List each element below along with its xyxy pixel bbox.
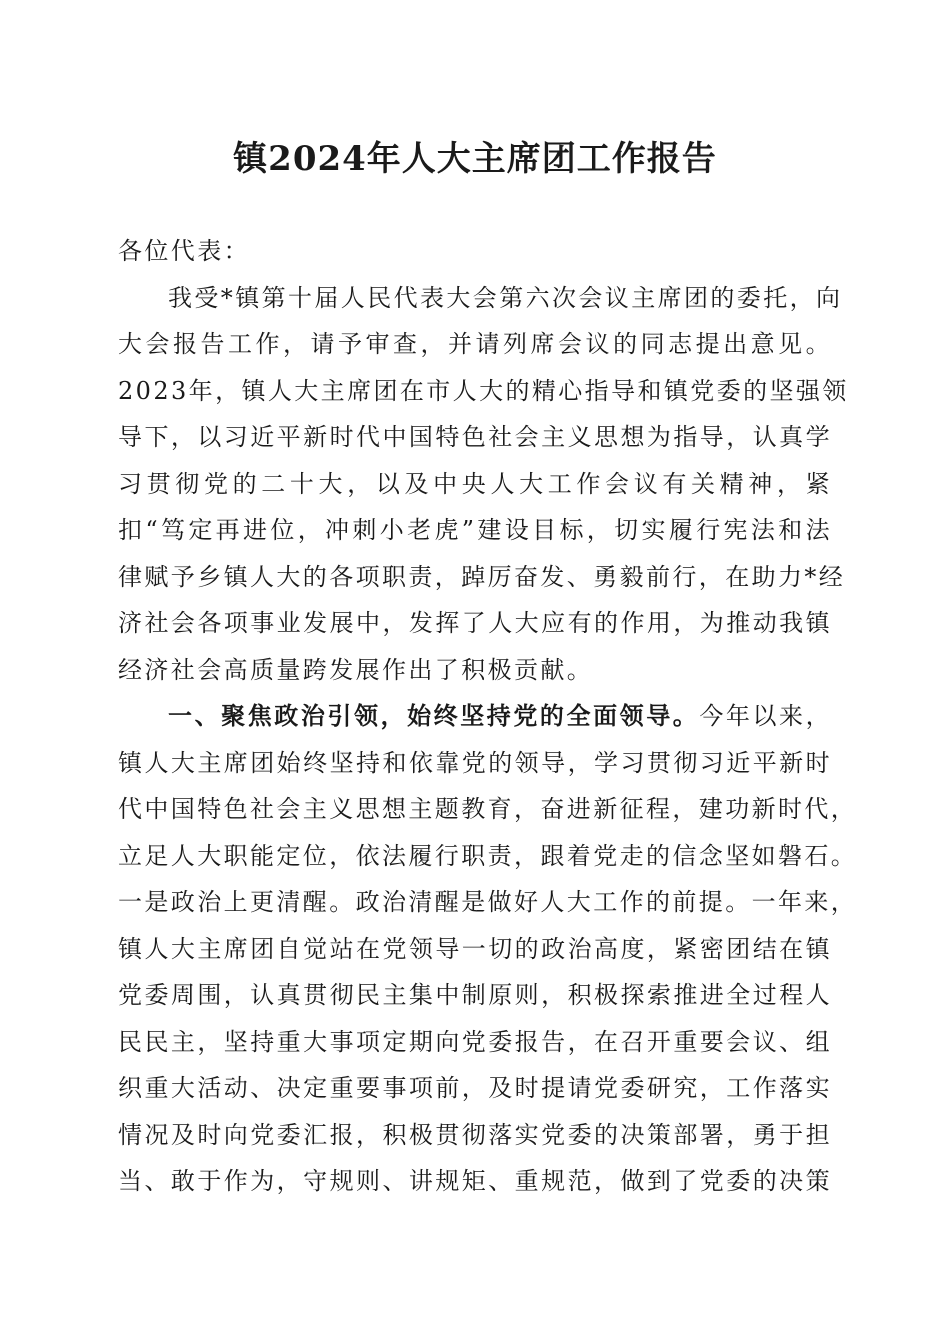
salutation: 各位代表：	[118, 237, 250, 265]
paragraph-line: 当、敢于作为，守规则、讲规矩、重规范，做到了党委的决策	[118, 1167, 832, 1195]
section-heading: 一、聚焦政治引领，始终坚持党的全面领导。	[168, 702, 700, 730]
paragraph-line: 镇人大主席团始终坚持和依靠党的领导，学习贯彻习近平新时	[118, 748, 832, 777]
paragraph-line: 织重大活动、决定重要事项前，及时提请党委研究，工作落实	[118, 1074, 832, 1102]
paragraph-line: 代中国特色社会主义思想主题教育，奋进新征程，建功新时代，	[118, 795, 858, 823]
paragraph-line: 2023年，镇人大主席团在市人大的精心指导和镇党委的坚强领	[118, 376, 849, 405]
paragraph-line: 律赋予乡镇人大的各项职责，踔厉奋发、勇毅前行，在助力*经	[118, 562, 846, 591]
paragraph-line: 一是政治上更清醒。政治清醒是做好人大工作的前提。一年来，	[118, 888, 858, 916]
document-body	[118, 228, 858, 1205]
document-title: 镇2024年人大主席团工作报告	[233, 139, 717, 179]
paragraph-line: 我受*镇第十届人民代表大会第六次会议主席团的委托，向	[168, 283, 843, 312]
paragraph-line: 镇人大主席团自觉站在党领导一切的政治高度，紧密团结在镇	[118, 934, 832, 963]
paragraph-line: 民民主，坚持重大事项定期向党委报告，在召开重要会议、组	[118, 1027, 832, 1056]
paragraph-line: 济社会各项事业发展中，发挥了人大应有的作用，为推动我镇	[118, 609, 832, 637]
section-heading-tail: 今年以来，	[699, 702, 833, 730]
paragraph-line: 习贯彻党的二十大，以及中央人大工作会议有关精神，紧	[118, 469, 832, 498]
paragraph-line: 情况及时向党委汇报，积极贯彻落实党委的决策部署，勇于担	[118, 1120, 832, 1149]
paragraph-line: 扣“笃定再进位，冲刺小老虎”建设目标，切实履行宪法和法	[118, 516, 832, 544]
paragraph-line: 导下，以习近平新时代中国特色社会主义思想为指导，认真学	[118, 423, 832, 451]
paragraph-line: 大会报告工作，请予审查，并请列席会议的同志提出意见。	[118, 330, 832, 358]
section-heading-line	[118, 693, 832, 740]
paragraph-line: 经济社会高质量跨发展作出了积极贡献。	[118, 655, 594, 684]
paragraph-line: 立足人大职能定位，依法履行职责，跟着党走的信念坚如磐石。	[118, 841, 858, 870]
paragraph-line: 党委周围，认真贯彻民主集中制原则，积极探索推进全过程人	[118, 981, 832, 1009]
